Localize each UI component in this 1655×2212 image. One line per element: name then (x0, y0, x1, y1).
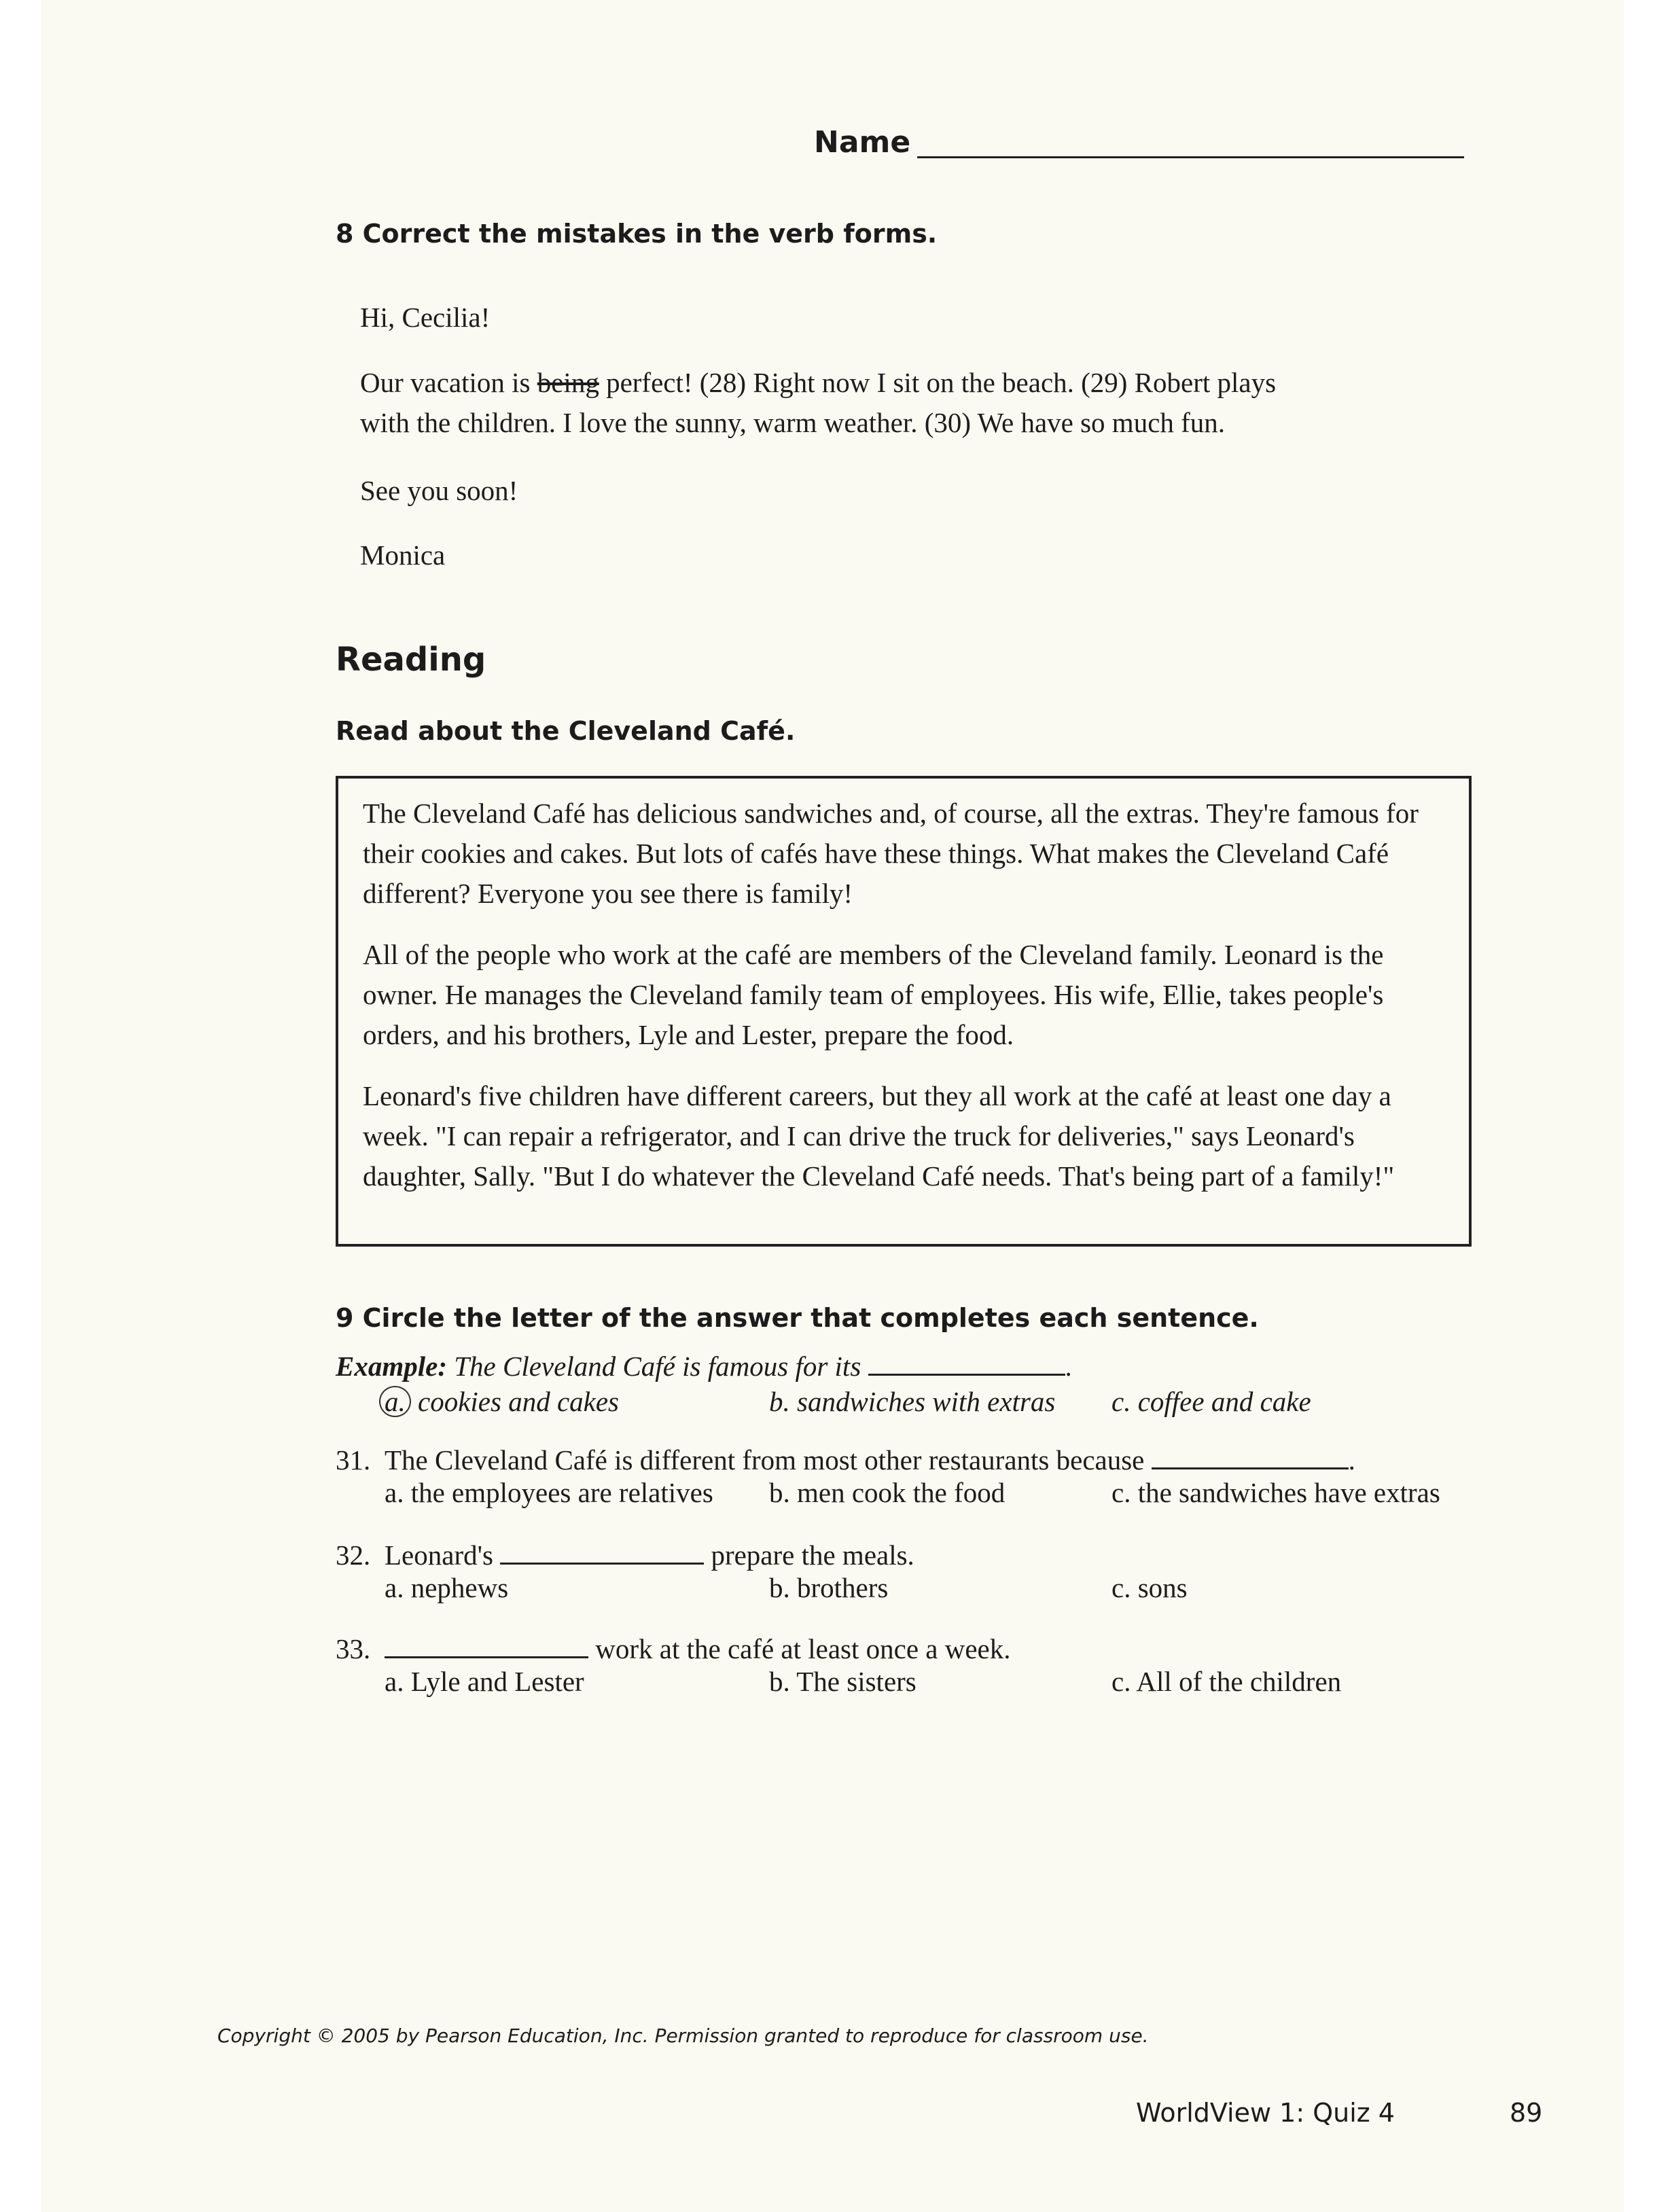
example-option-b: b. sandwiches with extras (769, 1386, 1056, 1417)
name-blank-line (917, 156, 1464, 158)
item-31-option-c: c. the sandwiches have extras (1111, 1477, 1440, 1508)
item-33-option-b: b. The sisters (769, 1666, 917, 1697)
letter-closing: See you soon! (360, 475, 518, 506)
example-option-a (379, 1382, 619, 1422)
reading-instruction: Read about the Cleveland Café. (336, 716, 796, 746)
item-33-number: 33. (336, 1633, 371, 1664)
letter-line-1-start: Our vacation is (360, 367, 537, 398)
quiz-title: WorldView 1: Quiz 4 (1136, 2098, 1395, 2128)
example-option-c: c. coffee and cake (1111, 1386, 1311, 1417)
item-33-option-c: c. All of the children (1111, 1666, 1342, 1697)
letter-greeting: Hi, Cecilia! (360, 302, 491, 333)
letter-line-1-rest: perfect! (28) Right now I sit on the beach. (29) Robert plays (599, 367, 1277, 398)
item-32-option-c: c. sons (1111, 1572, 1188, 1603)
item-31-option-a: a. the employees are relatives (385, 1477, 713, 1508)
item-32-stem-text: Leonard's (385, 1539, 493, 1571)
item-31-number: 31. (336, 1444, 371, 1476)
passage-paragraph-1: The Cleveland Café has delicious sandwiches and, of course, all the extras. They're famous for their cookies and cakes. But lots of cafés have these things. What makes the Cleveland Café different? Everyone you see there is family! (363, 798, 1419, 909)
item-32-blank (500, 1542, 704, 1565)
item-31-stem-end: . (1348, 1444, 1355, 1476)
item-32-option-b: b. brothers (769, 1572, 889, 1603)
circled-letter: a. (379, 1386, 411, 1417)
item-31-option-b: b. men cook the food (769, 1477, 1006, 1508)
item-32-stem-end: prepare the meals. (711, 1539, 914, 1571)
copyright-notice: Copyright © 2005 by Pearson Education, Inc. Permission granted to reproduce for classroom use. (217, 2024, 1149, 2047)
example-option-a-text: cookies and cakes (410, 1386, 619, 1417)
letter-line-2: with the children. I love the sunny, warm weather. (30) We have so much fun. (360, 407, 1226, 438)
example-blank (868, 1353, 1065, 1376)
example-stem (336, 1346, 1072, 1387)
name-label: Name (814, 125, 911, 160)
page-number: 89 (1510, 2098, 1543, 2128)
reading-heading: Reading (336, 641, 486, 679)
question-8-heading: 8 Correct the mistakes in the verb forms. (336, 219, 938, 249)
example-stem-end: . (1065, 1351, 1072, 1382)
letter-line-1 (360, 363, 1276, 403)
letter-signature: Monica (360, 539, 446, 571)
item-31-stem-text: The Cleveland Café is different from most other restaurants because (385, 1444, 1145, 1476)
item-32-number: 32. (336, 1539, 371, 1571)
struck-word: being (537, 367, 599, 398)
item-32-option-a: a. nephews (385, 1572, 509, 1603)
question-9-heading: 9 Circle the letter of the answer that completes each sentence. (336, 1303, 1259, 1333)
item-33-blank (385, 1636, 588, 1658)
passage-paragraph-3: Leonard's five children have different careers, but they all work at the café at least one day a week. "I can repair a refrigerator, and I can drive the truck for deliveries," says Leonard's daughter, Sally. "But I do whatever the Cleveland Café needs. That's being part of a family!" (363, 1080, 1395, 1192)
item-33-option-a: a. Lyle and Lester (385, 1666, 584, 1697)
item-31-blank (1152, 1447, 1349, 1469)
passage-paragraph-2: All of the people who work at the café are members of the Cleveland family. Leonard is the owner. He manages the Cleveland family team of employees. His wife, Ellie, takes people's orders, and his brothers, Lyle and Lester, prepare the food. (363, 939, 1384, 1050)
example-label: Example: (336, 1351, 447, 1382)
example-stem-text: The Cleveland Café is famous for its (446, 1351, 861, 1382)
item-33-stem-end: work at the café at least once a week. (595, 1633, 1011, 1664)
reading-passage-box (336, 776, 1472, 1247)
